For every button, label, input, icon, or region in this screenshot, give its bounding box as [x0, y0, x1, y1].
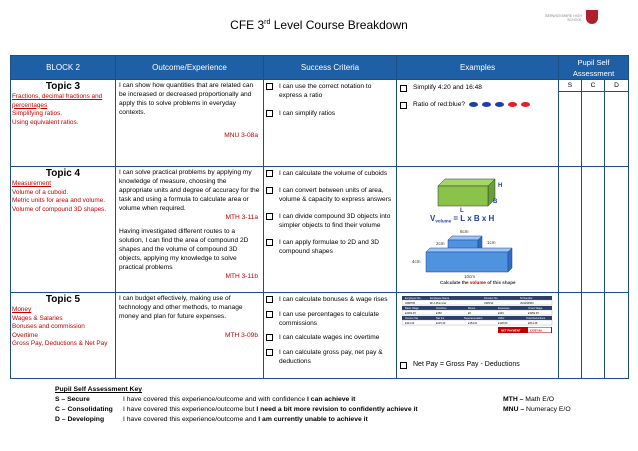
consolidating-header: C: [582, 80, 605, 92]
svg-text:Expenses: Expenses: [498, 307, 510, 310]
svg-text:£0: £0: [468, 312, 471, 315]
topic-cell: [11, 80, 116, 167]
outcome-cell: [116, 293, 264, 379]
outcome-header: Outcome/Experience: [116, 56, 264, 80]
criteria-checkbox[interactable]: [266, 334, 273, 341]
key-description: I have covered this experience/outcome but I need a bit more revision to confidently achieve it: [123, 406, 418, 413]
criteria-text: I can calculate wages inc overtime: [279, 334, 380, 341]
example-checkbox[interactable]: [400, 85, 407, 92]
subtopic: Using equivalent ratios.: [12, 118, 79, 126]
svg-text:Superannuation: Superannuation: [464, 317, 483, 320]
topic-cell: [11, 167, 116, 293]
criteria-text: I can calculate bonuses & wage rises: [279, 296, 388, 303]
payslip-image: [402, 295, 558, 355]
subtopic: Volume of compound 3D shapes.: [12, 205, 107, 213]
example-text: Ratio of red:blue?: [413, 101, 466, 108]
svg-text:3335/12: 3335/12: [484, 302, 494, 305]
diagram-caption: Calculate the volume of this shape: [440, 280, 516, 285]
key-row: [55, 395, 615, 405]
subtopic: Simplifying ratios.: [12, 110, 63, 118]
subtopic: Money: [12, 306, 32, 313]
topic-title: Topic 4: [45, 168, 81, 179]
svg-text:4698765: 4698765: [405, 302, 416, 305]
criteria-checkbox[interactable]: [266, 110, 273, 117]
consolidating-check-cell[interactable]: [582, 167, 605, 293]
criteria-checkbox[interactable]: [266, 296, 273, 303]
svg-text:£450: £450: [436, 312, 442, 315]
svg-text:£814.46: £814.46: [528, 322, 538, 325]
red-ball-icon: [508, 102, 517, 107]
cuboid-figure: [438, 179, 502, 214]
svg-text:Employee Name: Employee Name: [430, 297, 450, 300]
dim-top: 6cm: [460, 229, 469, 234]
page-title: CFE 3rd Level Course Breakdown: [230, 18, 408, 32]
outcome-text: Having investigated different routes to a solution, I can find the area of compound 2D shapes and the volume of compound 3D objects, applying my knowledge to solve practical problems: [119, 228, 249, 271]
outcome-cell: [116, 80, 264, 167]
consolidating-check-cell[interactable]: [582, 293, 605, 379]
svg-text:Income Tax: Income Tax: [405, 317, 419, 320]
example-checkbox[interactable]: [400, 362, 407, 369]
subtopic: Wages & Salaries: [12, 314, 63, 322]
svg-text:£154.61: £154.61: [468, 322, 478, 325]
svg-text:Overtime: Overtime: [436, 307, 447, 310]
length-label: L: [460, 208, 464, 214]
svg-text:£128.00: £128.00: [498, 322, 508, 325]
subtopic: Gross Pay, Deductions & Net Pay: [12, 340, 108, 348]
dim-bottom: 10cm: [464, 274, 476, 279]
svg-text:Pension No.: Pension No.: [484, 297, 499, 300]
school-crest-icon: [586, 10, 598, 24]
topic-row: [11, 167, 629, 293]
subtopic: Volume of a cuboid.: [12, 188, 69, 196]
criteria-header: Success Criteria: [264, 56, 397, 80]
secure-header: S: [559, 80, 582, 92]
criteria-checkbox[interactable]: [266, 311, 273, 318]
criteria-text: I can calculate the volume of cuboids: [279, 170, 388, 177]
criteria-checkbox[interactable]: [266, 349, 273, 356]
secure-check-cell[interactable]: [559, 293, 582, 379]
criteria-checkbox[interactable]: [266, 213, 273, 220]
svg-text:Employee No.: Employee No.: [405, 297, 422, 300]
red-ball-icon: [521, 102, 530, 107]
school-logo: [534, 10, 598, 26]
topic-row: [11, 80, 629, 92]
block-header: BLOCK 2: [11, 56, 116, 80]
key-code: C – Consolidating: [55, 406, 113, 413]
svg-text:Mr A Plummer: Mr A Plummer: [430, 302, 447, 305]
volume-diagram: [400, 169, 556, 287]
breadth-label: B: [493, 199, 498, 205]
topic-row: [11, 293, 629, 379]
criteria-text: I can simplify ratios: [279, 110, 336, 117]
outcome-cell: [116, 167, 264, 293]
criteria-text: I can convert between units of area, volume & capacity to express answers: [279, 187, 392, 203]
developing-check-cell[interactable]: [605, 167, 629, 293]
example-text: Net Pay = Gross Pay - Deductions: [413, 361, 520, 368]
topic-title: Topic 5: [45, 294, 81, 305]
criteria-text: I can calculate gross pay, net pay & deductions: [279, 349, 383, 365]
svg-text:£3052.45: £3052.45: [528, 312, 539, 315]
dim-right: 1cm: [487, 240, 496, 245]
criteria-text: I can apply formulae to 2D and 3D compound shapes: [279, 239, 380, 255]
logo-text: BERWICKSHIRE HIGH SCHOOL: [545, 14, 582, 22]
svg-text:£2362.45: £2362.45: [405, 312, 416, 315]
developing-check-cell[interactable]: [605, 92, 629, 167]
volume-formula: Vvolume = L x B x H: [430, 214, 495, 224]
consolidating-check-cell[interactable]: [582, 92, 605, 167]
compound-shape-figure: [412, 229, 512, 279]
examples-header: Examples: [397, 56, 559, 80]
svg-text:Nat Ins: Nat Ins: [436, 317, 445, 320]
svg-text:JM123456C: JM123456C: [520, 302, 534, 305]
outcome-text: I can solve practical problems by applying my knowledge of measure, choosing the appropriate units and degree of accuracy for the task and using a formula to calculate area or volume when required.: [119, 169, 260, 212]
key-heading: Pupil Self Assessment Key: [55, 386, 143, 393]
key-code: S – Secure: [55, 396, 90, 403]
subtopic: Measurement: [12, 180, 52, 187]
criteria-checkbox[interactable]: [266, 170, 273, 177]
svg-text:Basic Wage: Basic Wage: [405, 307, 419, 310]
blue-ball-icon: [482, 102, 491, 107]
subtopic: Fractions, decimal fractions and percentages: [12, 93, 103, 109]
assessment-header: Pupil Self Assessment: [559, 56, 629, 80]
header-row: [11, 56, 629, 80]
net-payment-label: NET PAYMENT: [501, 328, 521, 333]
secure-check-cell[interactable]: [559, 92, 582, 167]
topic-title: Topic 3: [45, 81, 81, 92]
svg-text:Total Deductions: Total Deductions: [526, 317, 546, 320]
criteria-text: I can use the correct notation to express a ratio: [279, 83, 372, 99]
assessment-key: [55, 385, 615, 425]
subtopic: Overtime: [12, 331, 38, 339]
svg-text:Other: Other: [498, 317, 505, 320]
subtopic: Metric units for area and volume.: [12, 197, 106, 205]
developing-header: D: [605, 80, 629, 92]
dim-left: 4cm: [412, 259, 421, 264]
height-label: H: [498, 183, 503, 189]
criteria-cell: [264, 293, 397, 379]
outcome-reference: MTH 3-11a: [225, 214, 258, 221]
blue-ball-icon: [469, 102, 478, 107]
net-payment-value: £2237.99: [530, 328, 542, 333]
dim-left-top: 2cm: [436, 241, 445, 246]
criteria-checkbox[interactable]: [266, 239, 273, 246]
key-reference: MNU – Numeracy E/O: [503, 406, 571, 413]
criteria-text: I can divide compound 3D objects into simpler objects to find their volume: [279, 213, 391, 229]
example-text: Simplify 4:20 and 16:48: [413, 84, 482, 91]
key-code: D – Developing: [55, 416, 105, 423]
secure-check-cell[interactable]: [559, 167, 582, 293]
developing-check-cell[interactable]: [605, 293, 629, 379]
topic-cell: [11, 293, 116, 379]
svg-text:£313.24: £313.24: [405, 322, 415, 325]
svg-text:£215.40: £215.40: [436, 322, 446, 325]
criteria-checkbox[interactable]: [266, 187, 273, 194]
outcome-reference: MTH 3-09b: [225, 332, 258, 339]
criteria-cell: [264, 80, 397, 167]
key-description: I have covered this experience/outcome and with confidence I can achieve it: [123, 396, 356, 403]
key-reference: MTH – Math E/O: [503, 396, 555, 403]
criteria-text: I can use percentages to calculate commissions: [279, 311, 380, 327]
outcome-text: I can budget effectively, making use of technology and other methods, to manage money and plan for future expenses.: [119, 295, 243, 320]
course-breakdown-table: [10, 55, 629, 379]
svg-text:Gross Wage: Gross Wage: [528, 307, 543, 310]
key-row: [55, 415, 615, 425]
examples-cell: [397, 167, 559, 293]
subtopic: Bonuses and commission: [12, 323, 85, 331]
key-row: [55, 405, 615, 415]
svg-text:£240: £240: [498, 312, 504, 315]
svg-text:NI Number: NI Number: [520, 297, 533, 300]
examples-cell: [397, 80, 559, 167]
key-description: I have covered this experience/outcome and I am currently unable to achieve it: [123, 416, 368, 423]
criteria-checkbox[interactable]: [266, 83, 273, 90]
outcome-reference: MTH 3-11b: [225, 273, 258, 280]
criteria-cell: [264, 167, 397, 293]
blue-ball-icon: [495, 102, 504, 107]
examples-cell: [397, 293, 559, 379]
svg-text:Bonus: Bonus: [468, 307, 476, 310]
example-checkbox[interactable]: [400, 102, 407, 109]
outcome-text: I can show how quantities that are related can be increased or decreased proportionally and apply this to solve problems in everyday contexts.: [119, 82, 254, 116]
outcome-reference: MNU 3-08a: [224, 132, 258, 139]
